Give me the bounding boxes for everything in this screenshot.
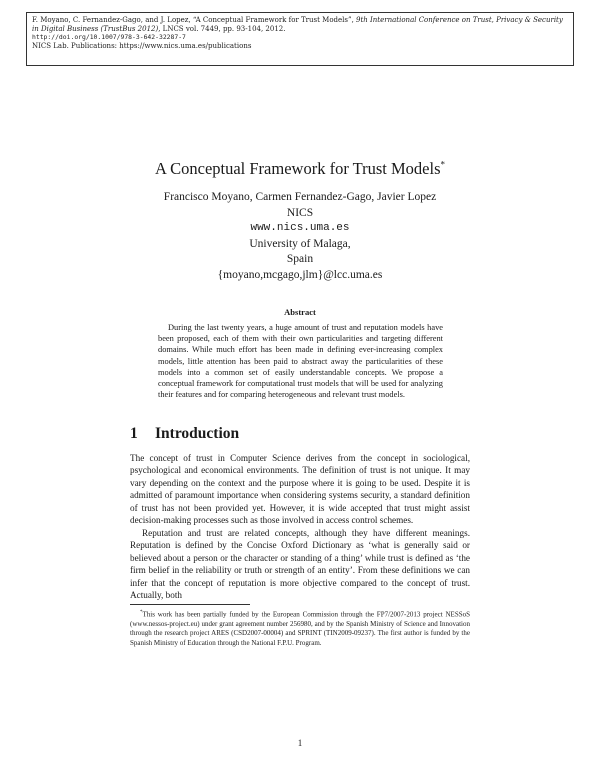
citation-box <box>26 12 574 66</box>
section-number: 1 <box>130 425 138 442</box>
section-heading <box>130 425 239 443</box>
body-text <box>130 452 470 601</box>
author-country: Spain <box>286 253 314 265</box>
citation-authors: F. Moyano, C. Fernandez-Gago, and J. Lopez, <box>32 16 193 24</box>
citation-nics-link[interactable]: NICS Lab. Publications: https://www.nics.uma.es/publications <box>32 42 252 51</box>
author-emails: {moyano,mcgago,jlm}@lcc.uma.es <box>217 268 383 281</box>
author-group: NICS <box>286 206 314 219</box>
citation-details: , LNCS vol. 7449, pp. 93-104, 2012. <box>158 24 286 33</box>
author-block <box>0 190 600 283</box>
paper-title-text: A Conceptual Framework for Trust Models <box>154 159 441 178</box>
author-university: University of Malaga, <box>249 237 351 250</box>
footnote-mark: * <box>140 610 143 615</box>
paragraph: Reputation and trust are related concepts, although they have different meanings. Reputation is defined by the Concise Oxford Dictionary as ‘what is generally said or believed about a person or the character or standing of a thing’ while trust is defined as ‘the firm belief in the reliability or truth or strength of an entity’. From these definitions we can infer that the concept of reputation is more objective compared to the concept of trust. Actually, both <box>130 527 470 600</box>
section-title: Introduction <box>155 425 240 442</box>
author-names: Francisco Moyano, Carmen Fernandez-Gago, Javier Lopez <box>163 191 437 203</box>
citation-paper-title: “A Conceptual Framework for Trust Models”, <box>192 16 357 24</box>
citation-venue: 9th International Conference on Trust, Privacy & Security in Digital Business (TrustBus 2012) <box>32 16 563 33</box>
footnote-text: This work has been partially funded by the European Commission through the FP7/2007-2013 project NESSoS (www.nessos-project.eu) under grant agreement number 256980, and by the Spanish Ministry of Science and Innovation through the research project ARES (CSD2007-00004) and SPRINT (TIN2009-09237). The first author is funded by the Spanish Ministry of Education through the National F.P.U. Program. <box>130 610 470 647</box>
paper-title <box>0 159 600 179</box>
citation-doi-link[interactable]: http://doi.org/10.1007/978-3-642-32287-7 <box>32 33 186 42</box>
abstract-text: During the last twenty years, a huge amount of trust and reputation models have been proposed, each of them with their own particularities and targeting different domains. While much effort has been made in defining ever-increasing complex models, little attention has been paid to abstract away the particularities of these models into a common set of easily understandable concepts. We propose a conceptual framework for computational trust models that will be used for analyzing their features and for comparing heterogeneous and relevant trust models. <box>158 323 443 400</box>
title-footnote-mark: * <box>440 159 446 170</box>
abstract-heading: Abstract <box>284 307 316 317</box>
author-website[interactable]: www.nics.uma.es <box>250 222 350 234</box>
paragraph: The concept of trust in Computer Science derives from the concept in sociological, psychological and economical environments. The definition of trust is not unique. It may vary depending on the context and the purpose where it is going to be used. Despite it is admitted of paramount importance when considering systems security, a standard definition of trust has not been provided yet. However, it is wide accepted that trust might assist decision-making processes such as those involved in access control schemes. <box>130 453 470 526</box>
footnote <box>130 608 470 648</box>
page-number: 1 <box>297 738 303 748</box>
footnote-divider <box>130 604 250 605</box>
